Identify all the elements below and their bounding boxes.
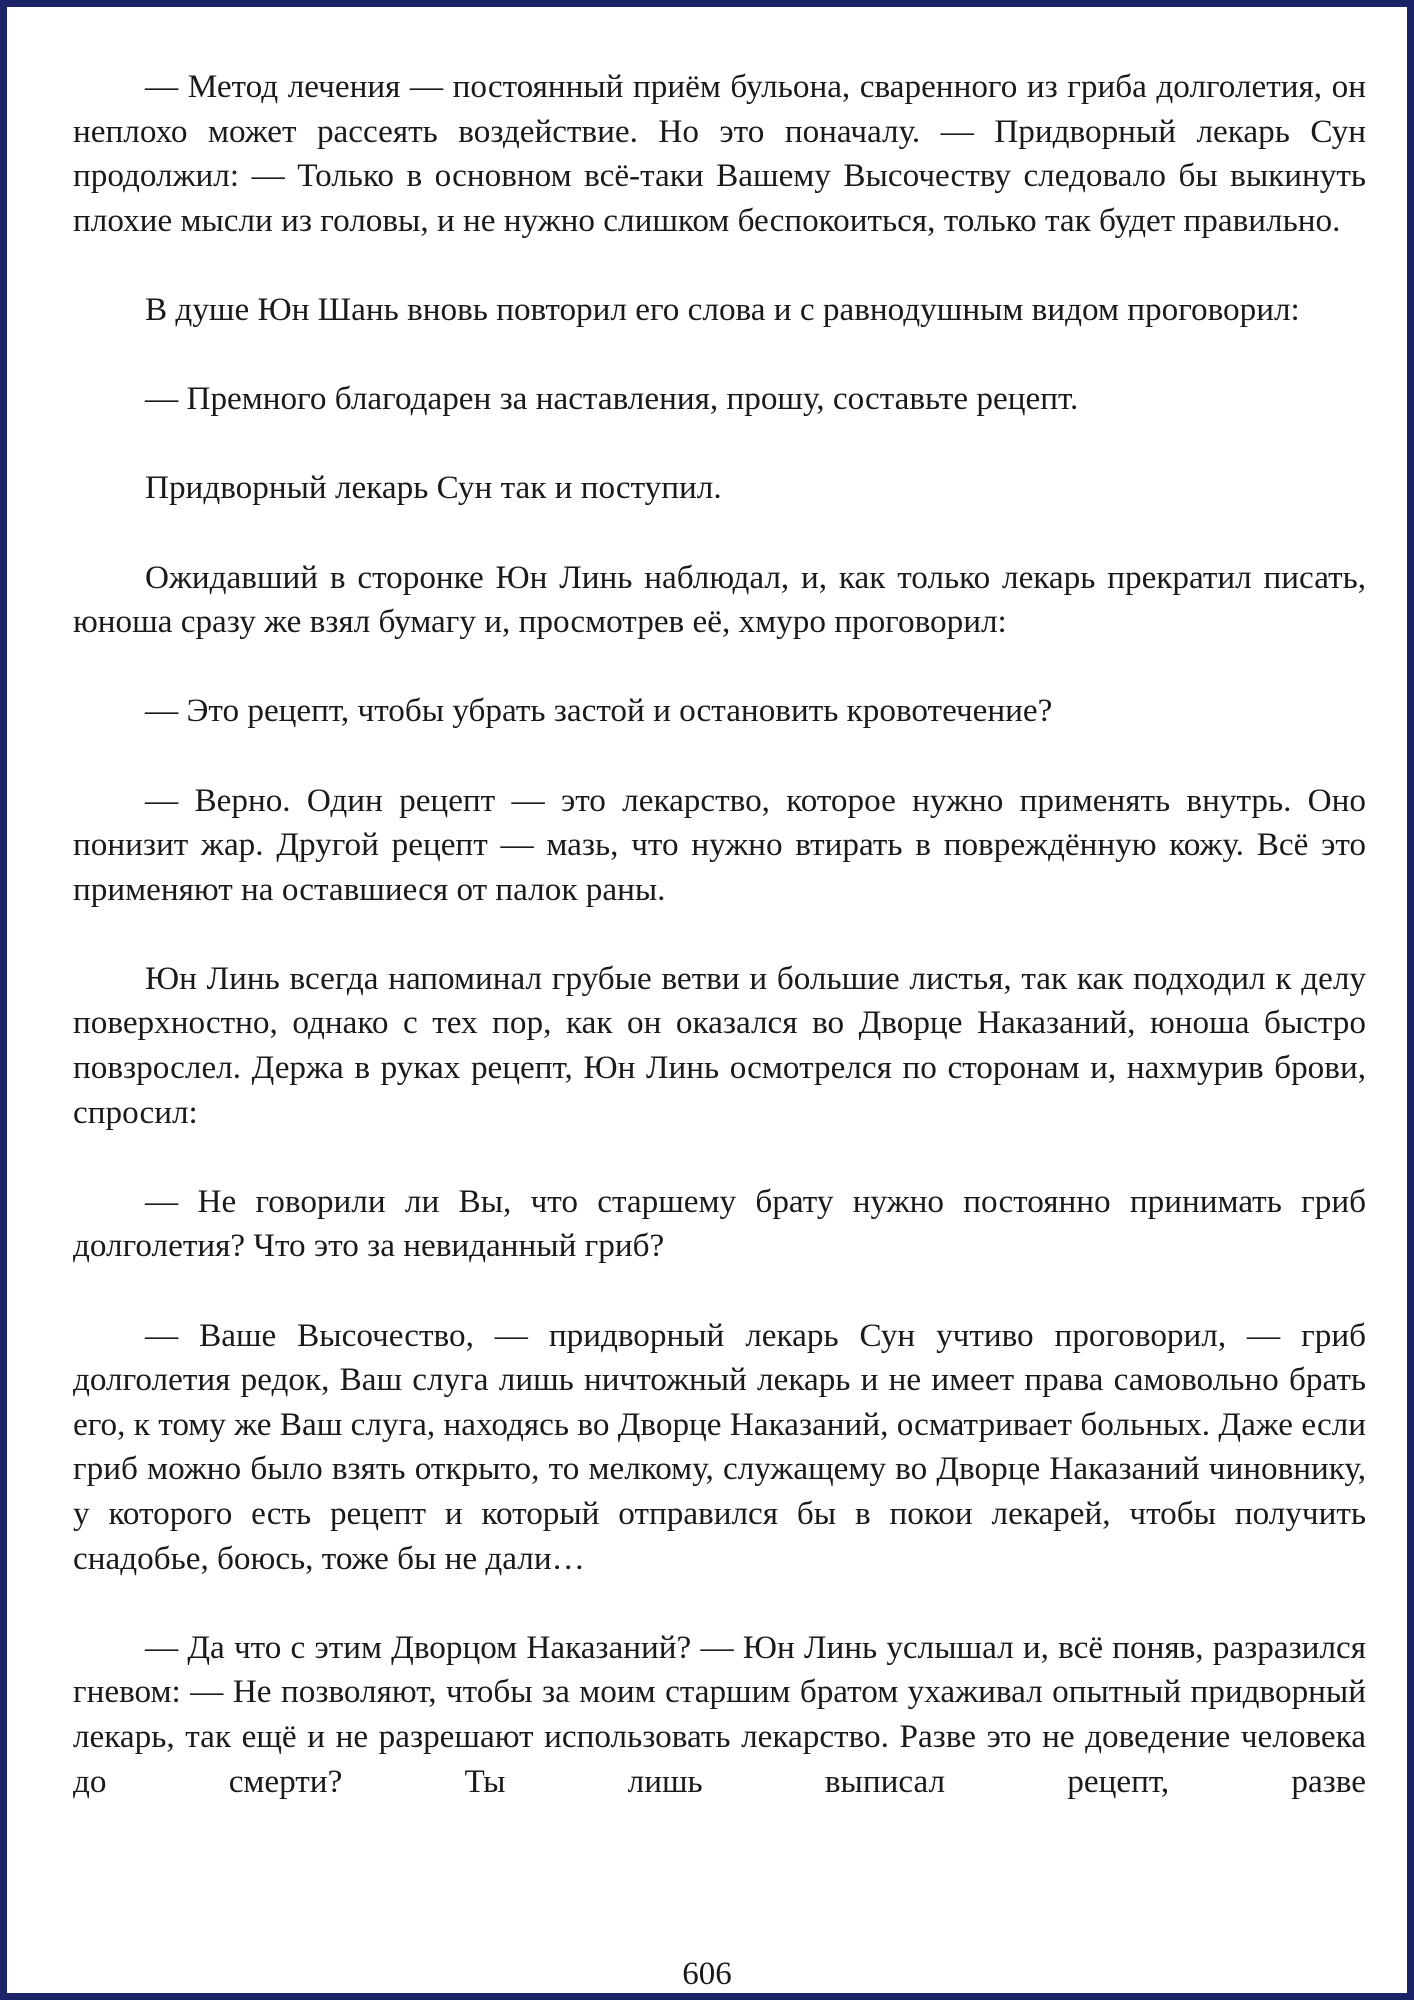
paragraph-8: Юн Линь всегда напоминал грубые ветви и большие листья, так как подходил к делу поверхностно, однако с тех пор, как он оказался во Дворце Наказаний, юноша быстро повзрослел. Держа в руках рецепт, Юн Линь осмотрелся по сторонам и, нахмурив брови, спросил: — [73, 959, 1366, 1131]
page-number: 606 — [682, 1956, 732, 1992]
paragraph-7: — Верно. Один рецепт — это лекарство, которое нужно применять внутрь. Оно понизит жар. Другой рецепт — мазь, что нужно втирать в повреждённую кожу. Всё это применяют на оставшиеся от палок раны. — [73, 781, 1366, 908]
paragraph-9: — Не говорили ли Вы, что старшему брату нужно постоянно принимать гриб долголетия? Что это за невиданный гриб? — [73, 1182, 1366, 1265]
paragraph-4: Придворный лекарь Сун так и поступил. — [145, 469, 722, 507]
paragraph-11: — Да что с этим Дворцом Наказаний? — Юн Линь услышал и, всё поняв, разразился гневом: — Не позволяют, чтобы за моим старшим братом ухаживал опытный придворный лекарь, так ещё и не разрешают использовать лекарство. Разве это не доведение человека до смерти? Ты лишь выписал рецепт, разве — [73, 1628, 1366, 1800]
paragraph-6: — Это рецепт, чтобы убрать застой и остановить кровотечение? — [145, 692, 1053, 730]
paragraph-5: Ожидавший в сторонке Юн Линь наблюдал, и, как только лекарь прекратил писать, юноша сразу же взял бумагу и, просмотрев её, хмуро проговорил: — [73, 558, 1366, 641]
paragraph-1: — Метод лечения — постоянный приём бульона, сваренного из гриба долголетия, он неплохо может рассеять воздействие. Но это поначалу. — Придворный лекарь Сун продолжил: — Только в основном всё-таки Вашему Высочеству следовало бы выкинуть плохие мысли из головы, и не нужно слишком беспокоиться, только так будет правильно. — [73, 68, 1366, 239]
paragraph-2: В душе Юн Шань вновь повторил его слова и с равнодушным видом проговорил: — [145, 290, 1300, 328]
paragraph-10: — Ваше Высочество, — придворный лекарь Сун учтиво проговорил, — гриб долголетия редок, Ваш слуга лишь ничтожный лекарь и не имеет права самовольно брать его, к тому же Ваш слуга, находясь во Дворце Наказаний, осматривает больных. Даже если гриб можно было взять открыто, то мелкому, служащему во Дворце Наказаний чиновнику, у которого есть рецепт и который отправился бы в покои лекарей, чтобы получить снадобье, боюсь, тоже бы не дали… — [73, 1316, 1366, 1577]
page-text — [73, 65, 1366, 1804]
paragraph-3: — Премного благодарен за наставления, прошу, составьте рецепт. — [145, 380, 1079, 418]
